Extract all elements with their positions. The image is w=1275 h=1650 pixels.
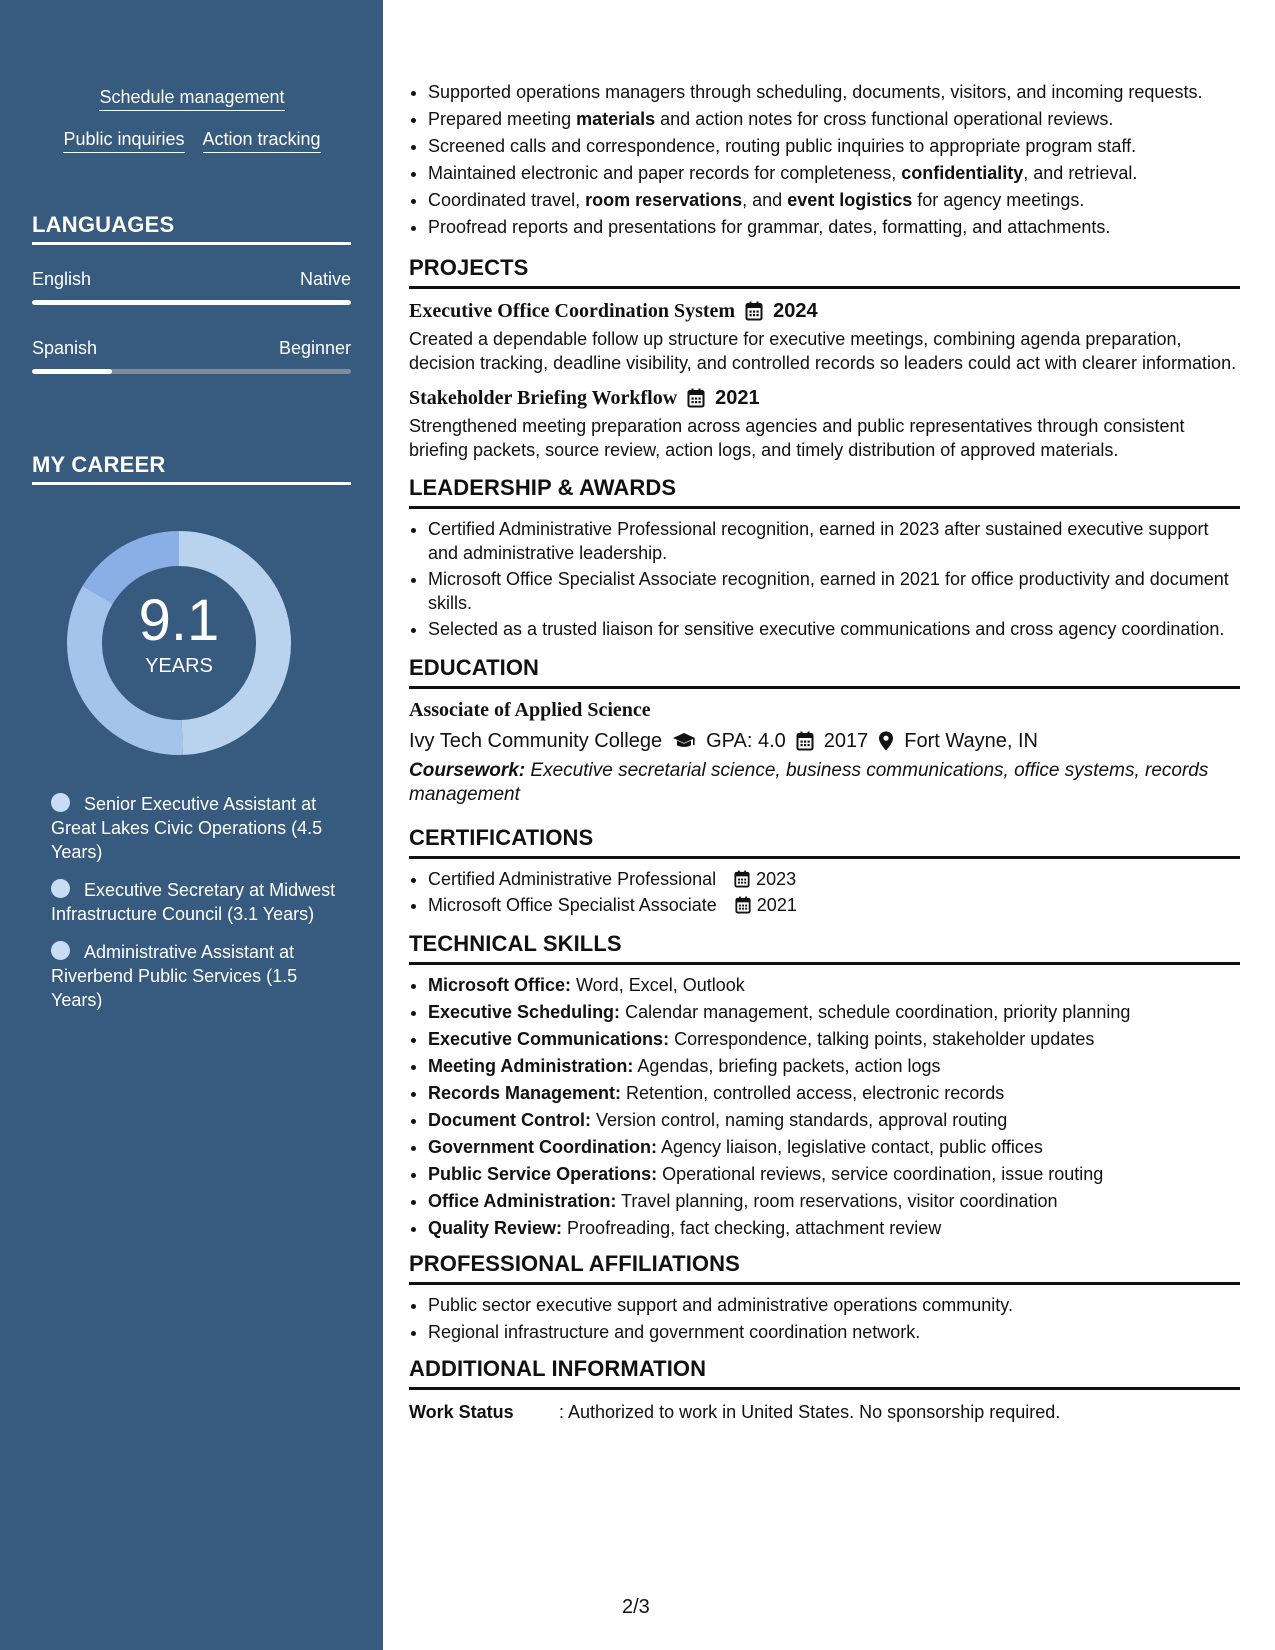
- section-title: LEADERSHIP & AWARDS: [409, 475, 1240, 509]
- language-name: English: [32, 269, 92, 289]
- certification-row: [428, 893, 797, 917]
- award-item: • Certified Administrative Professional recognition, earned in 2023 after sustained executive support and administrative leadership.: [428, 517, 1240, 565]
- career-item: [51, 792, 341, 864]
- certifications-list: [409, 867, 1240, 917]
- additional-info-section: [409, 1356, 1240, 1424]
- skill-item: [428, 1216, 1240, 1240]
- project-item: [409, 385, 1240, 462]
- experience-bullet: [428, 161, 1240, 185]
- work-status-value: : Authorized to work in United States. No sponsorship required.: [559, 1402, 1061, 1422]
- education-section: [409, 655, 1240, 807]
- bullet-text: Maintained electronic and paper records for completeness,: [428, 163, 902, 183]
- graduation-year: 2017: [823, 730, 869, 752]
- bullet-text: , and retrieval.: [1023, 163, 1138, 183]
- affiliations-section: [409, 1251, 1240, 1344]
- language-name: Spanish: [32, 338, 98, 358]
- career-total: [66, 590, 292, 678]
- skill-label: Executive Scheduling:: [428, 1002, 621, 1022]
- bullet-text: Supported operations managers through scheduling, documents, visitors, and incoming requests.: [428, 82, 1203, 102]
- section-title: TECHNICAL SKILLS: [409, 931, 1240, 965]
- bullet-dot-icon: [51, 941, 70, 960]
- skill-value: Word, Excel, Outlook: [571, 975, 745, 995]
- skill-chip: Action tracking: [203, 128, 321, 153]
- leadership-section: [409, 475, 1240, 641]
- skill-item: [428, 973, 1240, 997]
- project-description: Strengthened meeting preparation across agencies and public representatives through consistent briefing packets, source review, action logs, and timely distribution of approved materials.: [409, 416, 1185, 460]
- section-title: PROFESSIONAL AFFILIATIONS: [409, 1251, 1240, 1285]
- language-english: [32, 268, 351, 305]
- project-title: Stakeholder Briefing Workflow: [409, 387, 678, 409]
- certification-name: • Microsoft Office Specialist Associate: [428, 895, 717, 915]
- certifications-section: [409, 825, 1240, 917]
- projects-list: [409, 298, 1240, 462]
- language-proficiency-fill: [32, 300, 351, 305]
- bullet-text: Coordinated travel,: [428, 190, 586, 210]
- language-proficiency-bar: [32, 369, 351, 374]
- project-description: Created a dependable follow up structure for executive meetings, combining agenda preparation, decision tracking, deadline visibility, and controlled records so leaders could act with clearer information.: [409, 329, 1237, 373]
- skill-value: Agency liaison, legislative contact, public offices: [657, 1137, 1043, 1157]
- language-proficiency-bar: [32, 300, 351, 305]
- school-name: Ivy Tech Community College: [409, 730, 663, 752]
- calendar-icon: [734, 870, 750, 888]
- project-year: 2024: [773, 300, 818, 322]
- skill-chip: Schedule management: [99, 86, 284, 111]
- project-date: [745, 298, 818, 324]
- language-level: Native: [299, 269, 351, 289]
- experience-bullet: [428, 134, 1240, 158]
- skill-item: [428, 1189, 1240, 1213]
- skill-item: [428, 1027, 1240, 1051]
- experience-bullet: [428, 80, 1240, 104]
- skill-label: Records Management:: [428, 1083, 622, 1103]
- skill-value: Retention, controlled access, electronic records: [621, 1083, 1005, 1103]
- affiliations-list: [409, 1293, 1240, 1344]
- bullet-dot-icon: [51, 793, 70, 812]
- main-content: [409, 80, 1240, 1424]
- degree-title: Associate of Applied Science: [409, 699, 651, 721]
- skills-list: [409, 973, 1240, 1240]
- calendar-icon: [687, 388, 705, 408]
- skill-value: Correspondence, talking points, stakeholder updates: [669, 1029, 1095, 1049]
- career-item: [51, 940, 341, 1012]
- chip-row: [32, 86, 352, 111]
- career-list: [51, 792, 341, 1026]
- section-title: PROJECTS: [409, 255, 1240, 289]
- section-title: CERTIFICATIONS: [409, 825, 1240, 859]
- skill-value: Calendar management, schedule coordination, priority planning: [620, 1002, 1131, 1022]
- skill-chip: Public inquiries: [63, 128, 184, 153]
- gpa: GPA: 4.0: [706, 730, 786, 752]
- projects-section: [409, 255, 1240, 462]
- work-status-row: [409, 1400, 1240, 1424]
- skill-label: Meeting Administration:: [428, 1056, 634, 1076]
- calendar-icon: [735, 896, 751, 914]
- skill-label: Quality Review:: [428, 1218, 563, 1238]
- calendar-icon: [745, 301, 763, 321]
- certification-year: 2021: [756, 895, 797, 915]
- award-item: • Microsoft Office Specialist Associate recognition, earned in 2021 for office productivity and document skills.: [428, 567, 1240, 615]
- career-item-text: Executive Secretary at Midwest Infrastructure Council (3.1 Years): [51, 880, 336, 924]
- project-item: [409, 298, 1240, 375]
- project-title: Executive Office Coordination System: [409, 300, 736, 322]
- project-title-row: [409, 385, 1240, 411]
- language-proficiency-fill: [32, 369, 112, 374]
- skill-item: [428, 1081, 1240, 1105]
- skill-label: Public Service Operations:: [428, 1164, 658, 1184]
- graduation-cap-icon: [672, 732, 696, 750]
- bullet-text: for agency meetings.: [912, 190, 1085, 210]
- skill-item: [428, 1054, 1240, 1078]
- project-title-row: [409, 298, 1240, 324]
- language-level: Beginner: [278, 338, 351, 358]
- work-status-label: Work Status: [409, 1402, 514, 1422]
- skill-label: Executive Communications:: [428, 1029, 670, 1049]
- highlight-text: event logistics: [787, 190, 913, 210]
- award-item: • Selected as a trusted liaison for sensitive executive communications and cross agency coordination.: [428, 617, 1240, 641]
- leadership-list: [409, 517, 1240, 641]
- education-meta: [409, 728, 1240, 754]
- calendar-icon: [796, 731, 814, 751]
- bullet-text: Screened calls and correspondence, routing public inquiries to appropriate program staff.: [428, 136, 1137, 156]
- skill-item: [428, 1000, 1240, 1024]
- bullet-text: and action notes for cross functional operational reviews.: [655, 109, 1114, 129]
- coursework-text: Executive secretarial science, business communications, office systems, records management: [409, 760, 1209, 805]
- project-date: [687, 385, 760, 411]
- skill-item: [428, 1135, 1240, 1159]
- bullet-text: , and: [742, 190, 788, 210]
- section-title: EDUCATION: [409, 655, 1240, 689]
- highlight-text: room reservations: [585, 190, 743, 210]
- career-item: [51, 878, 341, 926]
- career-total-value: 9.1: [138, 588, 220, 653]
- career-total-unit: YEARS: [145, 655, 213, 677]
- map-pin-icon: [878, 731, 894, 751]
- experience-bullet: [428, 107, 1240, 131]
- skill-item: [428, 1108, 1240, 1132]
- certification-name: • Certified Administrative Professional: [428, 869, 717, 889]
- chip-row: [32, 128, 352, 153]
- language-spanish: [32, 337, 351, 374]
- certification-item: [428, 867, 1240, 891]
- highlight-text: materials: [576, 109, 656, 129]
- affiliation-item: • Regional infrastructure and government coordination network.: [428, 1320, 1240, 1344]
- languages-heading: LANGUAGES: [32, 212, 351, 245]
- skill-label: Office Administration:: [428, 1191, 617, 1211]
- sidebar: [0, 0, 383, 1650]
- career-heading: MY CAREER: [32, 452, 351, 485]
- bullet-dot-icon: [51, 879, 70, 898]
- highlight-text: confidentiality: [901, 163, 1024, 183]
- skill-item: [428, 1162, 1240, 1186]
- certification-item: [428, 893, 1240, 917]
- affiliation-item: • Public sector executive support and administrative operations community.: [428, 1293, 1240, 1317]
- experience-bullet: [428, 215, 1240, 239]
- bullet-text: Proofread reports and presentations for grammar, dates, formatting, and attachments.: [428, 217, 1111, 237]
- skills-section: [409, 931, 1240, 1240]
- skill-value: Version control, naming standards, approval routing: [590, 1110, 1008, 1130]
- skill-label: Microsoft Office:: [428, 975, 572, 995]
- experience-bullets: [409, 80, 1240, 239]
- coursework-label: Coursework:: [409, 760, 526, 781]
- career-item-text: Administrative Assistant at Riverbend Public Services (1.5 Years): [51, 942, 298, 1010]
- bullet-text: Prepared meeting: [428, 109, 577, 129]
- skill-value: Proofreading, fact checking, attachment review: [562, 1218, 942, 1238]
- skill-value: Travel planning, room reservations, visitor coordination: [616, 1191, 1058, 1211]
- page-number: 2/3: [622, 1596, 650, 1618]
- project-year: 2021: [715, 387, 760, 409]
- skill-label: Government Coordination:: [428, 1137, 657, 1157]
- certification-year: 2023: [756, 869, 797, 889]
- career-item-text: Senior Executive Assistant at Great Lakes Civic Operations (4.5 Years): [51, 794, 323, 862]
- career-donut-chart: [66, 530, 292, 756]
- coursework: [409, 759, 1240, 807]
- experience-bullet: [428, 188, 1240, 212]
- skill-value: Operational reviews, service coordination, issue routing: [657, 1164, 1104, 1184]
- section-title: ADDITIONAL INFORMATION: [409, 1356, 1240, 1390]
- certification-row: [428, 867, 796, 891]
- school-location: Fort Wayne, IN: [904, 730, 1038, 752]
- skill-value: Agendas, briefing packets, action logs: [633, 1056, 941, 1076]
- skill-label: Document Control:: [428, 1110, 591, 1130]
- skill-chips: [32, 86, 352, 170]
